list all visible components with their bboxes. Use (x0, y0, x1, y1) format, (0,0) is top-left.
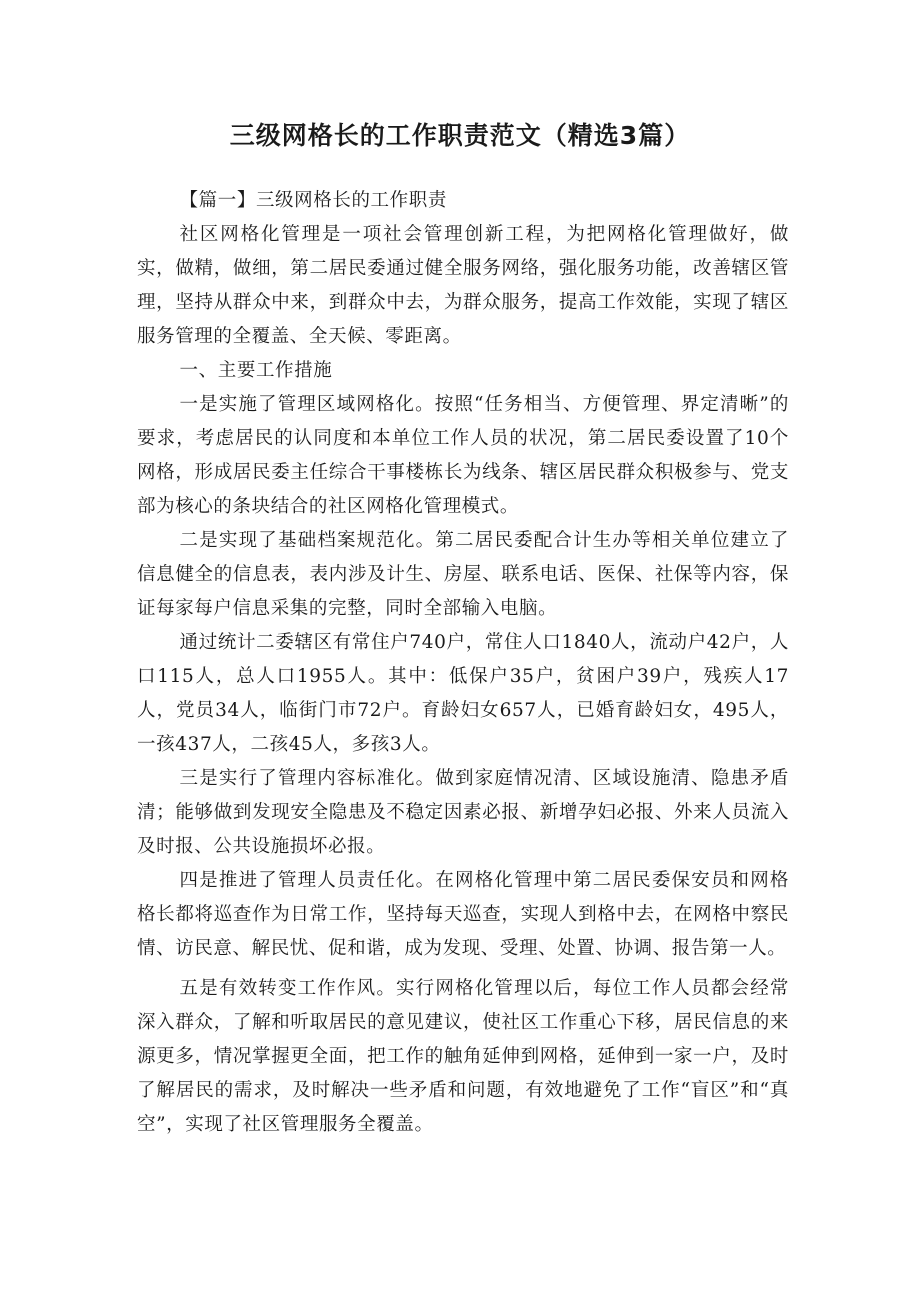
paragraph: 社区网格化管理是一项社会管理创新工程，为把网格化管理做好，做实，做精，做细，第二居民委通过健全服务网络，强化服务功能，改善辖区管理，坚持从群众中来，到群众中去，为群众服务，提高工作效能，实现了辖区服务管理的全覆盖、全天候、零距离。 (137, 224, 789, 347)
paragraph: 通过统计二委辖区有常住户740户，常住人口1840人，流动户42户，人口115人，总人口1955人。其中：低保户35户，贫困户39户，残疾人17人，党员34人，临街门市72户。育龄妇女657人，已婚育龄妇女，495人，一孩437人，二孩45人，多孩3人。 (137, 632, 789, 755)
paragraph: 三是实行了管理内容标准化。做到家庭情况清、区域设施清、隐患矛盾清；能够做到发现安全隐患及不稳定因素必报、新增孕妇必报、外来人员流入及时报、公共设施损坏必报。 (137, 768, 789, 857)
document-body (137, 184, 789, 1142)
subsection-heading: 一、主要工作措施 (179, 360, 333, 381)
document-title: 三级网格长的工作职责范文（精选3篇） (229, 121, 691, 150)
paragraph: 五是有效转变工作作风。实行网格化管理以后，每位工作人员都会经常深入群众，了解和听取居民的意见建议，使社区工作重心下移，居民信息的来源更多，情况掌握更全面，把工作的触角延伸到网格，延伸到一家一户，及时了解居民的需求，及时解决一些矛盾和问题，有效地避免了工作“盲区”和“真空”，实现了社区管理服务全覆盖。 (137, 978, 789, 1135)
paragraph: 四是推进了管理人员责任化。在网格化管理中第二居民委保安员和网格格长都将巡查作为日常工作，坚持每天巡查，实现人到格中去，在网格中察民情、访民意、解民忧、促和谐，成为发现、受理、处置、协调、报告第一人。 (137, 870, 789, 959)
section-heading: 【篇一】三级网格长的工作职责 (179, 190, 447, 211)
paragraph: 二是实现了基础档案规范化。第二居民委配合计生办等相关单位建立了信息健全的信息表，表内涉及计生、房屋、联系电话、医保、社保等内容，保证每家每户信息采集的完整，同时全部输入电脑。 (137, 530, 789, 619)
paragraph: 一是实施了管理区域网格化。按照“任务相当、方便管理、界定清晰”的要求，考虑居民的认同度和本单位工作人员的状况，第二居民委设置了10个网格，形成居民委主任综合干事楼栋长为线条、辖区居民群众积极参与、党支部为核心的条块结合的社区网格化管理模式。 (137, 394, 789, 517)
